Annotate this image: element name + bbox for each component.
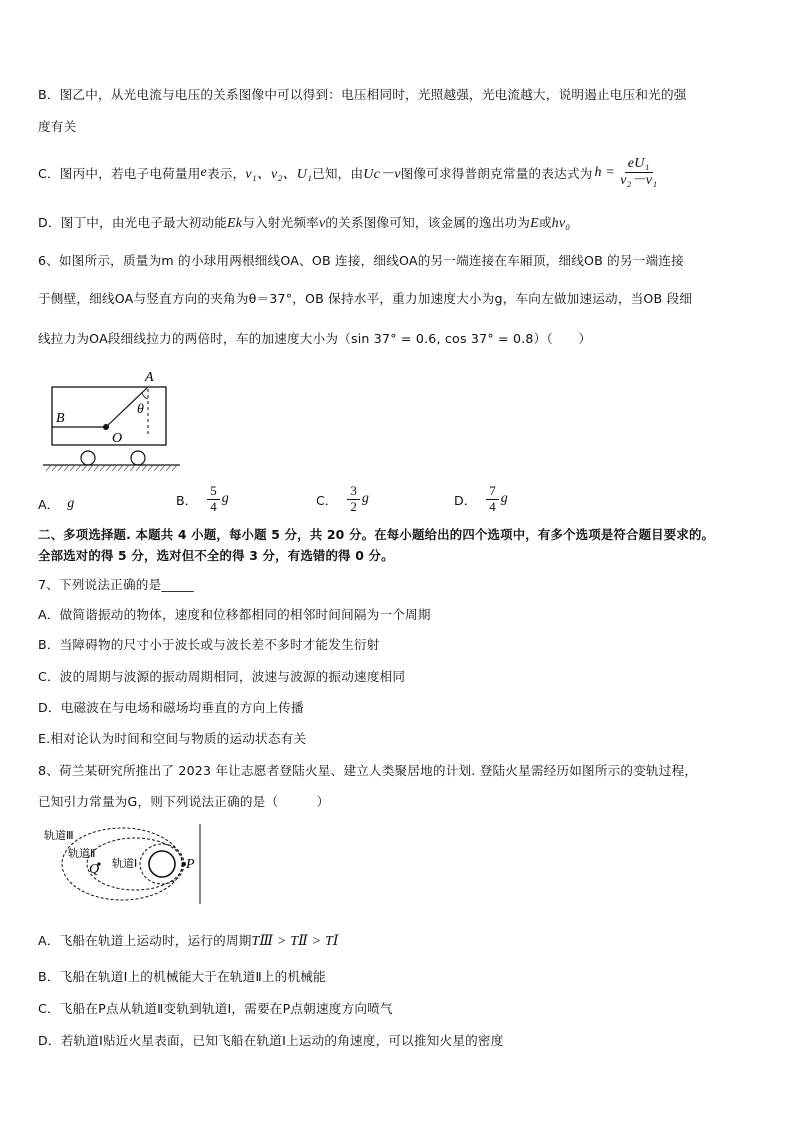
q7-option-d[interactable]: D．电磁波在与电场和磁场均垂直的方向上传播	[38, 700, 304, 715]
label-orbit1: 轨道Ⅰ	[112, 857, 138, 870]
q7-option-a[interactable]: A．做简谐振动的物体，速度和位移都相同的相邻时间间隔为一个周期	[38, 607, 431, 622]
q6-option-d-den: 4	[489, 498, 496, 514]
q5-c-text3: 已知，由	[312, 166, 364, 182]
section2-header-line2: 全部选对的得 5 分，选对但不全的得 3 分，有选错的得 0 分。	[38, 548, 394, 563]
q8-option-a-text: A．飞船在轨道上运动时，运行的周期	[38, 933, 252, 948]
q6-option-d-num: 7	[486, 484, 499, 500]
q5-c-graph: Uc－ν	[363, 166, 401, 182]
q6-cart-figure	[40, 365, 185, 475]
q5-d-hv0: hν₀	[551, 216, 571, 231]
q6-option-a[interactable]	[38, 494, 74, 513]
label-q: Q	[89, 862, 100, 877]
label-theta: θ	[137, 402, 144, 417]
label-p: P	[186, 857, 195, 872]
q6-option-d-g: g	[500, 491, 508, 507]
q7-option-e[interactable]: E.相对论认为时间和空间与物质的运动状态有关	[38, 731, 307, 746]
label-o: O	[112, 431, 123, 446]
q6-option-d-fraction	[486, 484, 499, 515]
q5-c-text1: C．图丙中，若电子电荷量用	[38, 166, 201, 182]
cart-body	[52, 387, 166, 445]
q5-c-numerator: eU₁	[625, 156, 653, 173]
label-orbit3: 轨道Ⅲ	[44, 829, 74, 842]
label-b: B	[56, 411, 65, 426]
q5-c-denominator: ν₂－ν₁	[620, 173, 658, 189]
wheel-right	[131, 451, 145, 465]
q5-d-text4: 或	[538, 215, 552, 230]
q5-option-b-line2: 度有关	[38, 119, 77, 134]
q5-c-e: e	[200, 164, 207, 180]
ground-hatching	[46, 465, 177, 471]
angle-arc	[142, 393, 148, 399]
wheel-left	[81, 451, 95, 465]
section2-header-line1: 二、多项选择题. 本题共 4 小题，每小题 5 分，共 20 分。在每小题给出的四个选项中，有多个选项是符合题目要求的。	[38, 527, 715, 542]
q6-option-d[interactable]	[454, 484, 508, 515]
q5-d-nu: ν	[318, 216, 326, 231]
q8-option-a[interactable]	[38, 930, 339, 950]
q5-c-h: h =	[594, 164, 616, 180]
q5-option-d	[38, 212, 570, 232]
q6-option-b-letter: B．	[176, 492, 198, 508]
q5-option-b-line1: B．图乙中，从光电流与电压的关系图像中可以得到：电压相同时，光照越强，光电流越大，说明遏止电压和光的强	[38, 87, 687, 102]
q8-option-c[interactable]: C．飞船在P点从轨道Ⅱ变轨到轨道Ⅰ，需要在P点朝速度方向喷气	[38, 1001, 393, 1016]
q8-option-d[interactable]: D．若轨道Ⅰ贴近火星表面，已知飞船在轨道Ⅰ上运动的角速度，可以推知火星的密度	[38, 1033, 504, 1048]
q6-stem-line1: 6、如图所示，质量为m 的小球用两根细线OA、OB 连接，细线OA的另一端连接在车厢顶，细线OB 的另一端连接	[38, 253, 684, 268]
q5-d-text2: 与入射光频率	[242, 215, 319, 230]
q5-option-c	[38, 156, 662, 189]
q6-option-b[interactable]	[176, 484, 229, 515]
q6-option-c-g: g	[361, 491, 369, 507]
q5-c-fraction	[617, 156, 660, 189]
q6-stem-line3: 线拉力为OA段细线拉力的两倍时，车的加速度大小为（sin 37° = 0.6, cos 37° = 0.8）（ ）	[38, 331, 592, 346]
q8-stem-line1: 8、荷兰某研究所推出了 2023 年让志愿者登陆火星、建立人类聚居地的计划. 登陆火星需经历如图所示的变轨过程，	[38, 763, 698, 778]
label-a: A	[145, 370, 154, 385]
q8-stem-line2: 已知引力常量为G，则下列说法正确的是（ ）	[38, 794, 330, 809]
label-orbit2: 轨道Ⅱ	[68, 847, 96, 860]
q8-orbit-figure	[40, 822, 215, 906]
q7-option-b[interactable]: B．当障碍物的尺寸小于波长或与波长差不多时才能发生衍射	[38, 637, 380, 652]
ball-o	[103, 424, 109, 430]
q6-option-c-den: 2	[350, 498, 357, 514]
q6-option-b-num: 5	[207, 484, 220, 500]
q6-option-d-letter: D．	[454, 492, 477, 508]
mars-planet	[149, 851, 175, 877]
q5-d-text1: D．图丁中，由光电子最大初动能	[38, 215, 228, 230]
q6-option-b-g: g	[221, 491, 229, 507]
q6-option-c-num: 3	[347, 484, 360, 500]
q5-c-text4: 图像可求得普朗克常量的表达式为	[400, 166, 593, 182]
q5-d-ek: Ek	[227, 216, 243, 231]
q5-c-vars: ν₁、ν₂、U₁	[245, 166, 313, 182]
q7-stem: 7、下列说法正确的是_____	[38, 577, 194, 592]
q6-option-c-letter: C．	[316, 492, 338, 508]
q8-option-a-expr: TⅢ > TⅡ > TⅠ	[251, 934, 339, 949]
q8-option-b[interactable]: B．飞船在轨道Ⅰ上的机械能大于在轨道Ⅱ上的机械能	[38, 969, 326, 984]
q5-d-text3: 的关系图像可知，该金属的逸出功为	[325, 215, 531, 230]
q6-option-a-value: g	[67, 495, 75, 511]
q6-option-c[interactable]	[316, 484, 369, 515]
q6-option-a-letter: A．	[38, 497, 60, 512]
q6-stem-line2: 于侧壁，细线OA与竖直方向的夹角为θ＝37°，OB 保持水平，重力加速度大小为g，车向左做加速运动，当OB 段细	[38, 291, 693, 306]
q6-option-b-den: 4	[210, 498, 217, 514]
q5-c-text2: 表示，	[206, 166, 246, 182]
q6-option-c-fraction	[347, 484, 360, 515]
q5-d-e: E	[530, 216, 539, 231]
q6-option-b-fraction	[207, 484, 220, 515]
q7-option-c[interactable]: C．波的周期与波源的振动周期相同，波速与波源的振动速度相同	[38, 669, 406, 684]
